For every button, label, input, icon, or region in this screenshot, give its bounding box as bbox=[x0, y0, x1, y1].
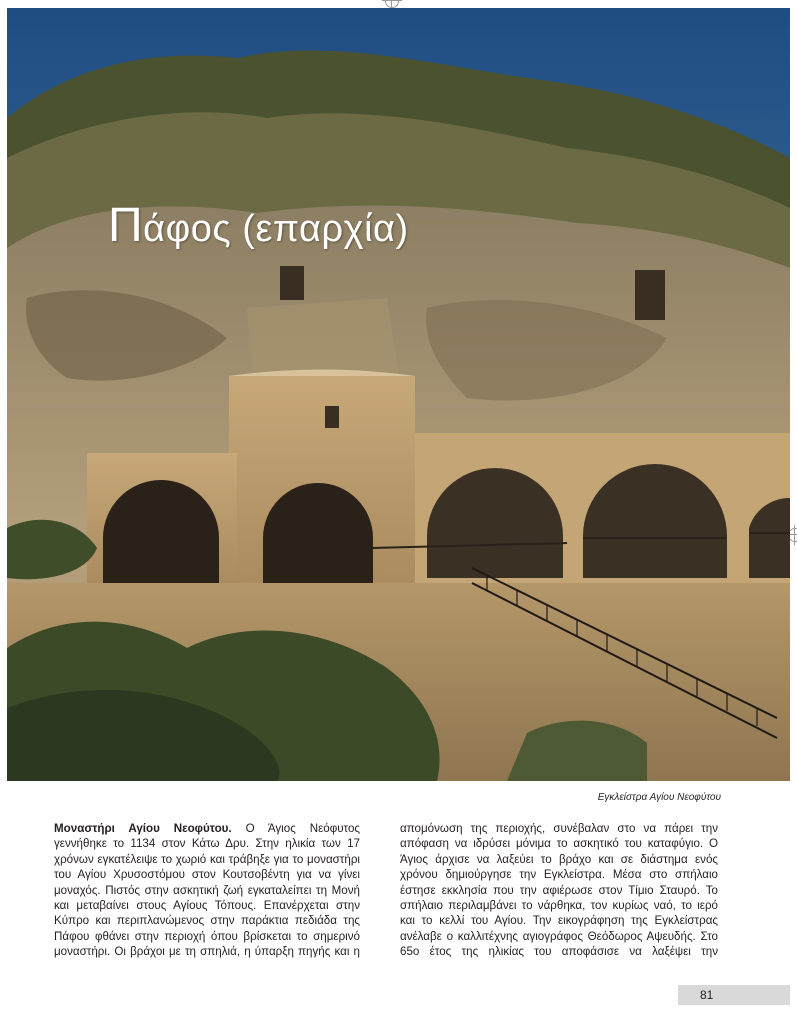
page-number: 81 bbox=[700, 988, 714, 1002]
article-column-right bbox=[400, 821, 718, 960]
article-right-text: απομόνωση της περιοχής, συνέβαλαν στο να πάρει την απόφαση να ιδρύσει μόνιμα το ασκητικό του καταφύγιο. Ο Άγιος άρχισε να λαξεύει το βράχο και σε διάστημα ενός χρόνου δημιούργησε την Εγκλείστρα. Μέσα στο σπήλαιο έστησε εκκλησία που την αφιέρωσε στον Τίμιο Σταυρό. Το σπήλαιο περιλαμβάνει το νάρθηκα, τον κυρίως ναό, το ιερό και το κελλί του Αγίου. Την εικογράφηση της Εγκλείστρας ανέλαβε ο καλλιτέχνης αγιογράφος Θεόδωρος Αψευδής. Στο 65ο έτος της ηλικίας του αποφάσισε να λαξέψει την bbox=[400, 822, 718, 959]
monastery-photo bbox=[7, 8, 790, 781]
article-column-left bbox=[54, 821, 360, 960]
monastery-illustration bbox=[7, 8, 790, 781]
registration-mark-top bbox=[385, 0, 399, 8]
article-lead: Μοναστήρι Αγίου Νεοφύτου. bbox=[54, 822, 232, 835]
page-number-bar bbox=[678, 985, 790, 1005]
region-title bbox=[108, 198, 409, 253]
photo-caption: Εγκλείστρα Αγίου Νεοφύτου bbox=[597, 792, 721, 803]
article-left-text: Ο Άγιος Νεόφυτος γεννήθηκε το 1134 στον Κάτω Δρυ. Στην ηλικία των 17 χρόνων εγκατέλειψε το χωριό και τράβηξε για το μοναστήρι του Αγίου Χρυσοστόμου στον Κουτσοβέντη για να γίνει μοναχός. Πιστός στην ασκητική ζωή εγκαταλείπει τη Μονή και μεταβαίνει στους Αγίους Τόπους. Επανέρχεται στην Κύπρο και περιπλανώμενος στην παράκτια πεδιάδα της Πάφου φθάνει στην περιοχή όπου βρίσκεται το σημερινό μοναστήρι. Οι βράχοι με τη σπηλιά, η ύπαρξη πηγής και η bbox=[54, 822, 360, 959]
title-initial: Π bbox=[108, 199, 144, 252]
title-rest: άφος (επαρχία) bbox=[143, 208, 409, 250]
